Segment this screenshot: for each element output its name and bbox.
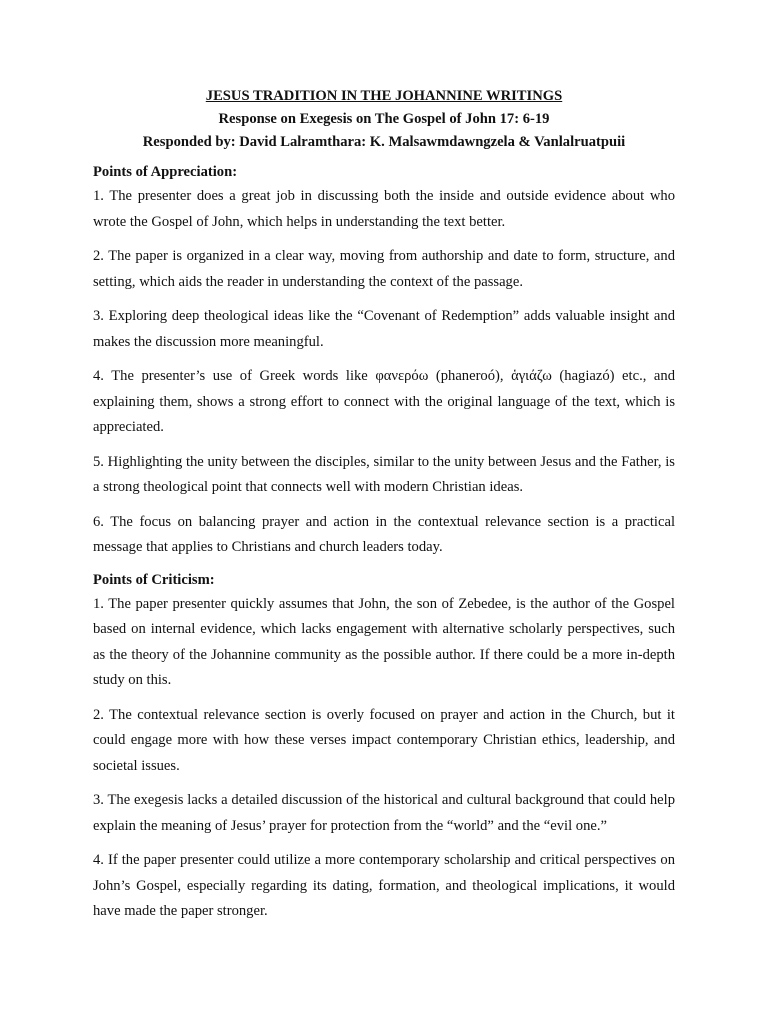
document-page (93, 86, 675, 934)
appreciation-item: 2. The paper is organized in a clear way, moving from authorship and date to form, structure, and setting, which aids the reader in understanding the context of the passage. (93, 248, 675, 290)
appreciation-heading: Points of Appreciation: (93, 164, 238, 180)
document-subtitle: Response on Exegesis on The Gospel of John 17: 6-19 (218, 111, 550, 127)
title-block (93, 86, 675, 152)
criticism-item: 4. If the paper presenter could utilize a more contemporary scholarship and critical perspectives on John’s Gospel, especially regarding its dating, formation, and theological implications, it would have made the paper stronger. (93, 852, 675, 919)
document-responders: Responded by: David Lalramthara: K. Malsawmdawngzela & Vanlalruatpuii (142, 134, 626, 150)
appreciation-item: 1. The presenter does a great job in discussing both the inside and outside evidence about who wrote the Gospel of John, which helps in understanding the text better. (93, 188, 675, 230)
appreciation-item: 5. Highlighting the unity between the disciples, similar to the unity between Jesus and the Father, is a strong theological point that connects well with modern Christian ideas. (93, 453, 675, 495)
appreciation-item: 4. The presenter’s use of Greek words like φανερόω (phaneroó), ἁγιάζω (hagiazó) etc., and explaining them, shows a strong effort to connect with the original language of the text, which is appreciated. (93, 368, 675, 435)
criticism-item: 3. The exegesis lacks a detailed discussion of the historical and cultural background that could help explain the meaning of Jesus’ prayer for protection from the “world” and the “evil one.” (93, 792, 675, 834)
criticism-section (93, 570, 675, 925)
document-title: JESUS TRADITION IN THE JOHANNINE WRITINGS (205, 88, 563, 104)
appreciation-section (93, 162, 675, 561)
criticism-item: 2. The contextual relevance section is overly focused on prayer and action in the Church, but it could engage more with how these verses impact contemporary Christian ethics, leadership, and societal issues. (93, 706, 675, 774)
appreciation-item: 6. The focus on balancing prayer and action in the contextual relevance section is a practical message that applies to Christians and church leaders today. (93, 513, 675, 555)
criticism-item: 1. The paper presenter quickly assumes that John, the son of Zebedee, is the author of the Gospel based on internal evidence, which lacks engagement with alternative scholarly perspectives, such as the theory of the Johannine community as the possible author. If there could be a more in-depth study on this. (93, 595, 675, 688)
appreciation-item: 3. Exploring deep theological ideas like the “Covenant of Redemption” adds valuable insight and makes the discussion more meaningful. (93, 308, 675, 350)
criticism-heading: Points of Criticism: (93, 571, 215, 588)
